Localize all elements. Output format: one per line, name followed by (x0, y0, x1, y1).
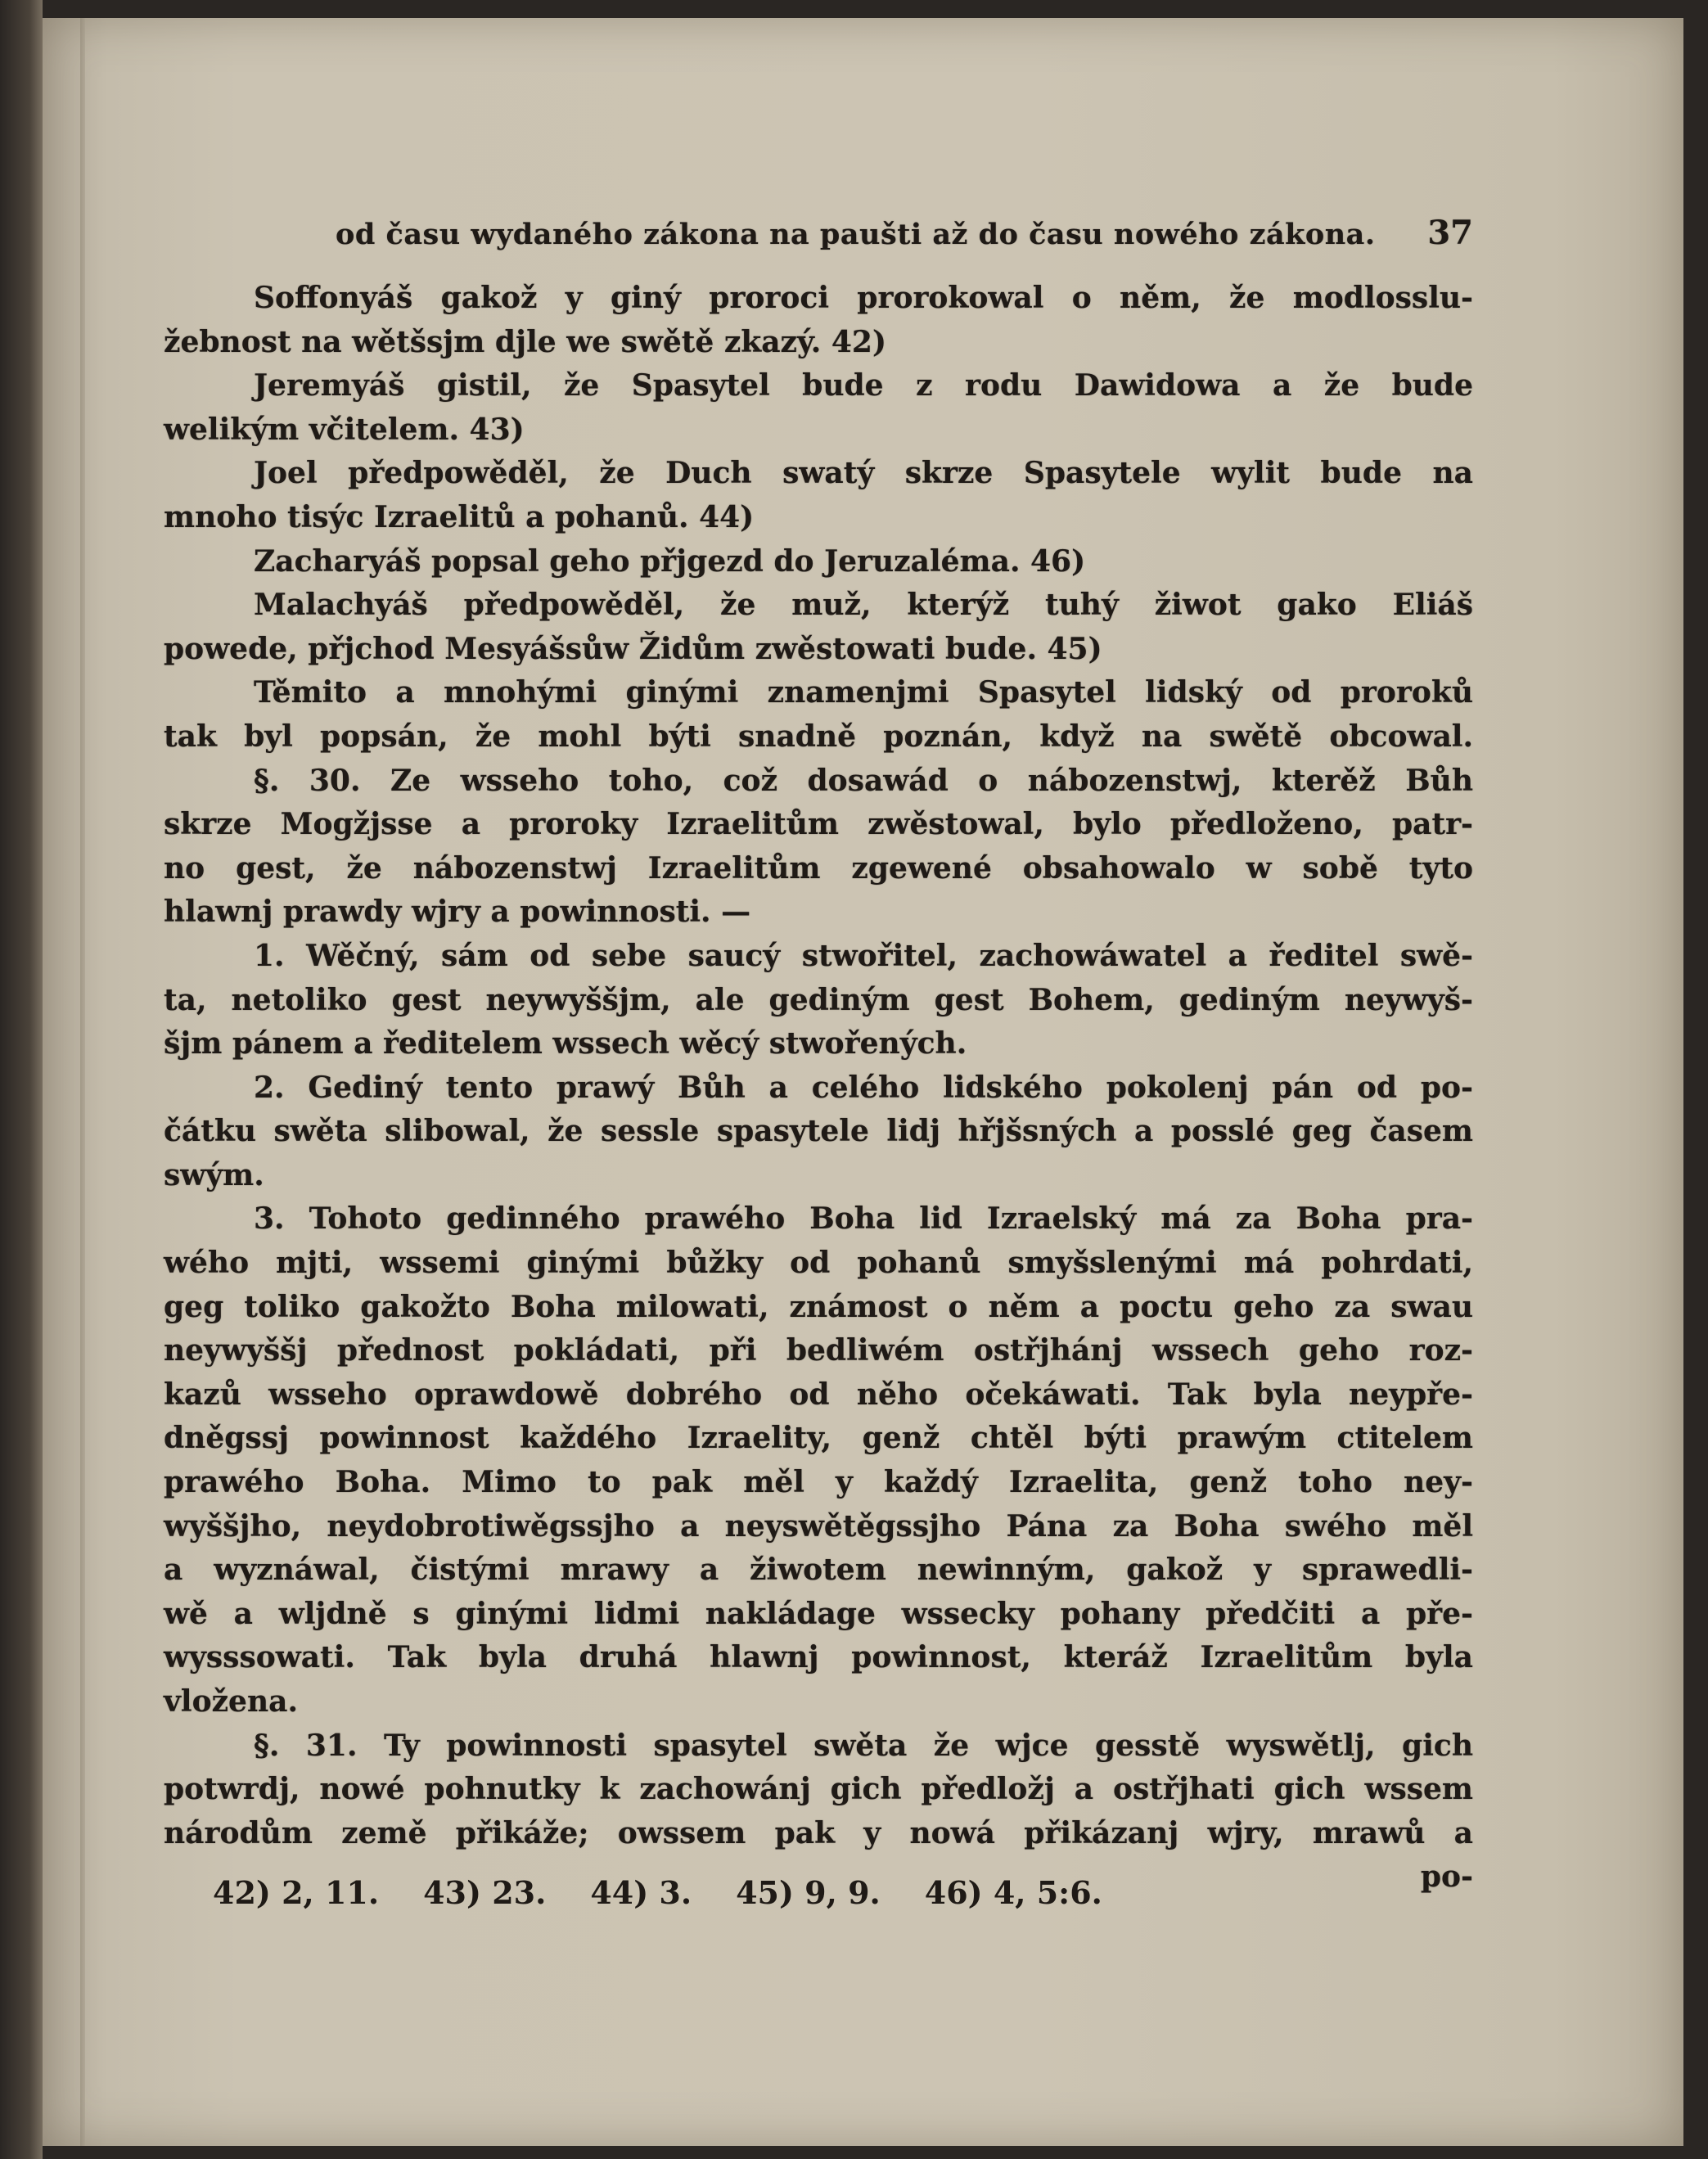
page-text-block (164, 211, 1473, 1900)
text-line: Jeremyáš gistil, že Spasytel bude z rodu Dawidowa a že bude (254, 368, 1473, 403)
text-line: ta, netoliko gest neywyššjm, ale gediným gest Bohem, gediným neywyš- (164, 982, 1473, 1017)
text-line: potwrdj, nowé pohnutky k zachowánj gich předložj a ostřjhati gich wssem (164, 1772, 1473, 1807)
text-line: powede, přjchod Mesyášsůw Židům zwěstowati bude. 45) (164, 631, 1102, 666)
text-line: skrze Mogžjsse a proroky Izraelitům zwěstowal, bylo předloženo, patr- (164, 807, 1473, 842)
catchword: po- (1420, 1859, 1473, 1895)
text-line: čátku swěta slibowal, že sessle spasytele lidj hřjšsných a posslé geg časem (164, 1114, 1473, 1149)
text-line: 2. Gediný tento prawý Bůh a celého lidského pokolenj pán od po- (254, 1070, 1473, 1105)
page-header (164, 211, 1473, 277)
text-line: swým. (164, 1157, 264, 1192)
text-line: wě a wljdně s ginými lidmi nakládage wssecky pohany předčiti a pře- (164, 1596, 1473, 1631)
text-line: dněgssj powinnost každého Izraelity, genž chtěl býti prawým ctitelem (164, 1421, 1473, 1456)
book-spine-edge (0, 0, 43, 2159)
footnote: 43) 23. (423, 1874, 547, 1911)
text-line: vložena. (164, 1684, 298, 1719)
page-number: 37 (1427, 214, 1473, 252)
text-line: šjm pánem a ředitelem wssech wěcý stwořených. (164, 1026, 967, 1061)
footnote: 44) 3. (590, 1874, 692, 1911)
text-line: a wyznáwal, čistými mrawy a žiwotem newinným, gakož y sprawedli- (164, 1553, 1473, 1588)
text-line: kazů wsseho oprawdowě dobrého od něho očekáwati. Tak byla neypře- (164, 1377, 1473, 1412)
text-line: prawého Boha. Mimo to pak měl y každý Izraelita, genž toho ney- (164, 1465, 1473, 1500)
text-line: Joel předpowěděl, že Duch swatý skrze Spasytele wylit bude na (254, 456, 1473, 491)
footnotes (213, 1874, 1277, 1911)
text-line: neywyššj přednost pokládati, při bedliwém ostřjhánj wssech geho roz- (164, 1333, 1473, 1368)
footnote: 46) 4, 5:6. (924, 1874, 1102, 1911)
text-line: wyššjho, neydobrotiwěgssjho a neyswětěgssjho Pána za Boha swého měl (164, 1508, 1473, 1544)
text-line: hlawnj prawdy wjry a powinnosti. — (164, 895, 751, 930)
footnote: 42) 2, 11. (213, 1874, 380, 1911)
text-line: mnoho tisýc Izraelitů a pohanů. 44) (164, 499, 755, 534)
text-line: žebnost na wětšsjm djle we swětě zkazý. 42) (164, 324, 886, 359)
text-line: wysssowati. Tak byla druhá hlawnj powinnost, kteráž Izraelitům byla (164, 1640, 1473, 1675)
text-line: geg toliko gakožto Boha milowati, známost o něm a poctu geho za swau (164, 1289, 1473, 1324)
text-line: Zacharyáš popsal geho přjgezd do Jeruzaléma. 46) (254, 543, 1086, 579)
text-line: národům země přikáže; owssem pak y nowá přikázanj wjry, mrawů a (164, 1815, 1473, 1850)
text-line: 1. Wěčný, sám od sebe saucý stwořitel, zachowáwatel a ředitel swě- (254, 938, 1473, 973)
text-line: tak byl popsán, že mohl býti snadně poznán, když na swětě obcowal. (164, 719, 1473, 754)
text-line: 3. Tohoto gedinného prawého Boha lid Izraelský má za Boha pra- (254, 1201, 1473, 1237)
text-line: Soffonyáš gakož y giný proroci prorokowal o něm, že modlosslu- (254, 281, 1473, 315)
text-line: Malachyáš předpowěděl, že muž, kterýž tuhý žiwot gako Eliáš (254, 588, 1473, 623)
text-line: welikým včitelem. 43) (164, 412, 525, 447)
text-line: wého mjti, wssemi ginými bůžky od pohanů smyšslenými má pohrdati, (164, 1246, 1473, 1281)
text-line: no gest, že nábozenstwj Izraelitům zgewené obsahowalo w sobě tyto (164, 850, 1473, 886)
text-line: §. 30. Ze wsseho toho, což dosawád o nábozenstwj, kterěž Bůh (254, 763, 1473, 798)
body-text (164, 277, 1473, 1855)
footnote: 45) 9, 9. (736, 1874, 881, 1911)
text-line: §. 31. Ty powinnosti spasytel swěta že wjce gesstě wyswětlj, gich (254, 1728, 1473, 1763)
running-head: od času wydaného zákona na paušti až do času nowého zákona. (336, 218, 1376, 251)
gutter-shadow (80, 18, 85, 2146)
text-line: Těmito a mnohými ginými znamenjmi Spasytel lidský od proroků (254, 675, 1473, 710)
